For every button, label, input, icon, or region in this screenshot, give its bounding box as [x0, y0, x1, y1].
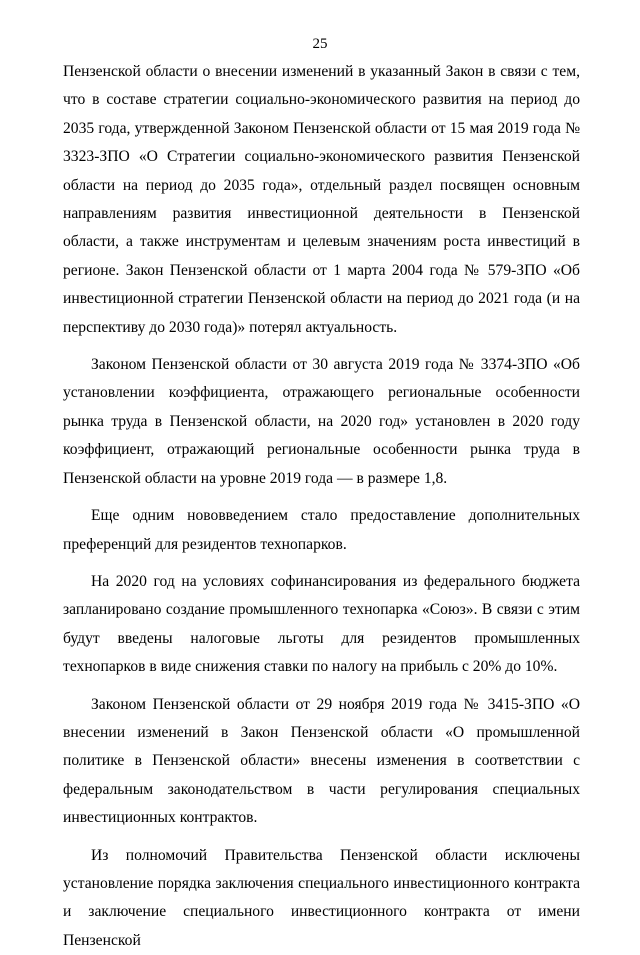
paragraph-law-3415: Законом Пензенской области от 29 ноября 2019 года № 3415-ЗПО «О внесении изменений в Закон Пензенской области «О промышленной политике в Пензенской области» внесены изменения в соответствии с федеральным законодательством в части регулирования специальных инвестиционных контрактов. — [63, 695, 580, 827]
document-body — [63, 58, 580, 955]
paragraph-technopark-soyuz: На 2020 год на условиях софинансирования из федерального бюджета запланировано создание промышленного технопарка «Союз». В связи с этим будут введены налоговые льготы для резидентов промышленных технопарков в виде снижения ставки по налогу на прибыль с 20% до 10%. — [63, 572, 580, 676]
paragraph-continued: Пензенской области о внесении изменений в указанный Закон в связи с тем, что в составе стратегии социально-экономического развития на период до 2035 года, утвержденной Законом Пензенской области от 15 мая 2019 года № 3323-ЗПО «О Стратегии социально-экономического развития Пензенской области на период до 2035 года», отдельный раздел посвящен основным направлениям развития инвестиционной деятельности в Пензенской области, а также инструментам и целевым значениям роста инвестиций в регионе. Закон Пензенской области от 1 марта 2004 года № 579-ЗПО «Об инвестиционной стратегии Пензенской области на период до 2021 года (и на перспективу до 2030 года)» потерял актуальность. — [63, 63, 580, 336]
paragraph-government-powers: Из полномочий Правительства Пензенской области исключены установление порядка заключения специального инвестиционного контракта и заключение специального инвестиционного контракта от имени Пензенской — [63, 846, 580, 949]
paragraph-law-3374: Законом Пензенской области от 30 августа 2019 года № 3374-ЗПО «Об установлении коэффициента, отражающего региональные особенности рынка труда в Пензенской области, на 2020 год» установлен в 2020 году коэффициент, отражающий региональные особенности рынка труда в Пензенской области на уровне 2019 года — в размере 1,8. — [63, 356, 580, 487]
paragraph-technoparks-preferences: Еще одним нововведением стало предоставление дополнительных преференций для резидентов технопарков. — [63, 507, 580, 553]
page-number: 25 — [312, 36, 328, 52]
